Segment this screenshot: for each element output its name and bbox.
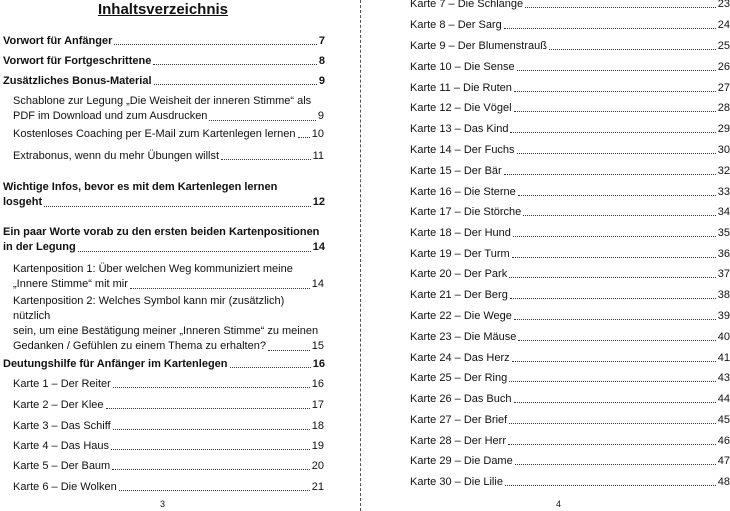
toc-entry-text: Karte 11 – Die Ruten	[410, 82, 512, 94]
toc-entry[interactable]	[410, 351, 730, 365]
toc-entry-page: 25	[717, 40, 730, 52]
toc-entry-text: Karte 7 – Die Schlange	[410, 0, 524, 10]
toc-entry-page: 39	[717, 310, 730, 322]
page-divider	[360, 0, 361, 511]
toc-entry-text: Deutungshilfe für Anfänger im Kartenlegen	[3, 358, 228, 370]
toc-entry-text: Karte 4 – Das Haus	[13, 440, 109, 452]
toc-entry-page: 9	[317, 110, 324, 122]
toc-entry-text: Karte 30 – Die Lilie	[410, 476, 503, 488]
toc-entry-text: Karte 17 – Die Störche	[410, 206, 522, 218]
toc-entry-page: 12	[312, 196, 325, 208]
toc-entry-text: Karte 8 – Der Sarg	[410, 19, 502, 31]
toc-entry-page: 16	[312, 358, 325, 370]
toc-entry-text: Karte 1 – Der Reiter	[13, 378, 111, 390]
toc-entry[interactable]	[13, 94, 324, 124]
toc-entry-page: 9	[318, 75, 325, 87]
toc-entry-page: 32	[717, 165, 730, 177]
right-page	[362, 0, 730, 511]
toc-entry[interactable]	[410, 454, 730, 468]
toc-entry-text: Karte 6 – Die Wolken	[13, 481, 117, 493]
toc-entry[interactable]	[13, 127, 324, 141]
toc-entry-text: Karte 25 – Der Ring	[410, 372, 508, 384]
toc-entry-text: Karte 3 – Das Schiff	[13, 420, 111, 432]
toc-entry[interactable]	[13, 480, 324, 494]
toc-entry-line: Kartenposition 2: Welches Symbol kann mir (zusätzlich) nützlich	[13, 295, 285, 322]
toc-entry[interactable]	[410, 413, 730, 427]
toc-entry-page: 8	[318, 55, 325, 67]
toc-entry-page: 14	[312, 241, 325, 253]
toc-entry-line: Wichtige Infos, bevor es mit dem Kartenlegen lernen	[3, 181, 278, 193]
toc-entry-text: Karte 29 – Die Dame	[410, 455, 513, 467]
toc-entry-page: 21	[311, 481, 324, 493]
left-page	[0, 0, 360, 511]
toc-entry[interactable]	[410, 371, 730, 385]
toc-entry[interactable]	[410, 39, 730, 53]
toc-entry-text: Karte 16 – Die Sterne	[410, 186, 516, 198]
toc-entry-text: Vorwort für Anfänger	[3, 35, 113, 47]
toc-entry-line: Schablone zur Legung „Die Weisheit der inneren Stimme“ als	[13, 95, 312, 107]
toc-entry-text: Karte 9 – Der Blumenstrauß	[410, 40, 547, 52]
toc-entry-page: 28	[717, 102, 730, 114]
toc-entry-text: Extrabonus, wenn du mehr Übungen willst	[13, 150, 220, 162]
toc-entry-page: 11	[312, 150, 324, 162]
toc-entry-text: Karte 2 – Der Klee	[13, 399, 104, 411]
toc-entry[interactable]	[410, 164, 730, 178]
page-number: 3	[160, 499, 166, 509]
toc-entry-page: 30	[717, 144, 730, 156]
toc-entry-line: Gedanken / Gefühlen zu einem Thema zu erhalten?	[13, 340, 266, 352]
toc-entry[interactable]	[410, 18, 730, 32]
toc-entry-text: Karte 14 – Der Fuchs	[410, 144, 515, 156]
toc-entry[interactable]	[410, 330, 730, 344]
toc-entry-page: 41	[717, 352, 730, 364]
toc-entry-text: Vorwort für Fortgeschrittene	[3, 55, 152, 67]
toc-entry-text: Karte 5 – Der Baum	[13, 460, 111, 472]
toc-entry-text: Zusätzliches Bonus-Material	[3, 75, 152, 87]
toc-entry-text: Karte 22 – Die Wege	[410, 310, 512, 322]
toc-entry[interactable]	[13, 294, 324, 354]
toc-entry-page: 38	[717, 289, 730, 301]
toc-entry[interactable]	[410, 247, 730, 261]
toc-entry[interactable]	[3, 180, 325, 210]
toc-entry-line: PDF im Download und zum Ausdrucken	[13, 110, 208, 122]
toc-entry[interactable]	[410, 392, 730, 406]
toc-entry-line: in der Legung	[3, 241, 76, 253]
toc-entry[interactable]	[410, 475, 730, 489]
toc-entry-page: 7	[318, 35, 325, 47]
toc-entry-text: Karte 24 – Das Herz	[410, 352, 510, 364]
toc-entry-page: 10	[311, 128, 324, 140]
toc-entry-text: Karte 15 – Der Bär	[410, 165, 502, 177]
toc-entry-page: 23	[717, 0, 730, 10]
toc-entry-text: Karte 13 – Das Kind	[410, 123, 509, 135]
toc-entry[interactable]	[13, 459, 324, 473]
toc-entry[interactable]	[410, 143, 730, 157]
toc-entry[interactable]	[13, 419, 324, 433]
toc-entry[interactable]	[13, 149, 324, 163]
toc-entry[interactable]	[410, 205, 730, 219]
toc-entry-page: 44	[717, 393, 730, 405]
toc-entry-text: Karte 18 – Der Hund	[410, 227, 511, 239]
toc-entry-text: Karte 20 – Der Park	[410, 268, 508, 280]
toc-entry[interactable]	[410, 226, 730, 240]
toc-entry-page: 48	[717, 476, 730, 488]
toc-entry[interactable]	[13, 439, 324, 453]
toc-entry-page: 43	[717, 372, 730, 384]
toc-entry[interactable]	[3, 74, 325, 88]
toc-entry[interactable]	[410, 81, 730, 95]
toc-entry-page: 14	[311, 278, 324, 290]
toc-entry-text: Karte 26 – Das Buch	[410, 393, 512, 405]
toc-entry-text: Kostenloses Coaching per E-Mail zum Kartenlegen lernen	[13, 128, 296, 140]
toc-entry-page: 20	[311, 460, 324, 472]
toc-entry[interactable]	[410, 267, 730, 281]
toc-entry[interactable]	[410, 288, 730, 302]
toc-entry-text: Karte 10 – Die Sense	[410, 61, 515, 73]
toc-entry-page: 16	[311, 378, 324, 390]
toc-entry[interactable]	[410, 122, 730, 136]
toc-entry-page: 45	[717, 414, 730, 426]
toc-title: Inhaltsverzeichnis	[97, 1, 229, 18]
toc-entry-page: 36	[717, 248, 730, 260]
toc-entry-text: Karte 27 – Der Brief	[410, 414, 508, 426]
toc-entry[interactable]	[410, 0, 730, 11]
toc-entry-page: 33	[717, 186, 730, 198]
toc-entry-page: 19	[311, 440, 324, 452]
toc-entry[interactable]	[410, 60, 730, 74]
toc-entry-page: 37	[717, 268, 730, 280]
toc-entry-text: Karte 21 – Der Berg	[410, 289, 508, 301]
toc-entry[interactable]	[3, 357, 325, 371]
toc-entry[interactable]	[410, 101, 730, 115]
toc-entry-text: Karte 12 – Die Vögel	[410, 102, 512, 114]
toc-entry-line: losgeht	[3, 196, 43, 208]
toc-entry[interactable]	[3, 34, 325, 48]
toc-entry-page: 27	[717, 82, 730, 94]
toc-entry-page: 18	[311, 420, 324, 432]
toc-entry[interactable]	[410, 434, 730, 448]
toc-entry-page: 29	[717, 123, 730, 135]
toc-entry-page: 40	[717, 331, 730, 343]
toc-entry-line: sein, um eine Bestätigung meiner „Inneren Stimme“ zu meinen	[13, 325, 319, 337]
toc-entry[interactable]	[3, 225, 325, 255]
toc-entry-text: Karte 23 – Die Mäuse	[410, 331, 517, 343]
toc-entry-text: Karte 28 – Der Herr	[410, 435, 506, 447]
toc-entry-page: 17	[311, 399, 324, 411]
toc-entry[interactable]	[13, 262, 324, 292]
toc-entry-page: 47	[717, 455, 730, 467]
toc-entry-page: 24	[717, 19, 730, 31]
toc-entry-text: Karte 19 – Der Turm	[410, 248, 510, 260]
page-number: 4	[556, 499, 562, 509]
toc-entry[interactable]	[3, 54, 325, 68]
toc-entry-line: Kartenposition 1: Über welchen Weg kommuniziert meine	[13, 263, 293, 275]
toc-entry-page: 46	[717, 435, 730, 447]
toc-entry-page: 15	[311, 340, 324, 352]
toc-entry-line: „Innere Stimme“ mit mir	[13, 278, 128, 290]
toc-entry-page: 34	[717, 206, 730, 218]
toc-entry-line: Ein paar Worte vorab zu den ersten beiden Kartenpositionen	[3, 226, 320, 238]
toc-entry[interactable]	[13, 377, 324, 391]
toc-entry-page: 35	[717, 227, 730, 239]
toc-entry[interactable]	[13, 398, 324, 412]
toc-entry[interactable]	[410, 309, 730, 323]
toc-entry[interactable]	[410, 185, 730, 199]
toc-entry-page: 26	[717, 61, 730, 73]
